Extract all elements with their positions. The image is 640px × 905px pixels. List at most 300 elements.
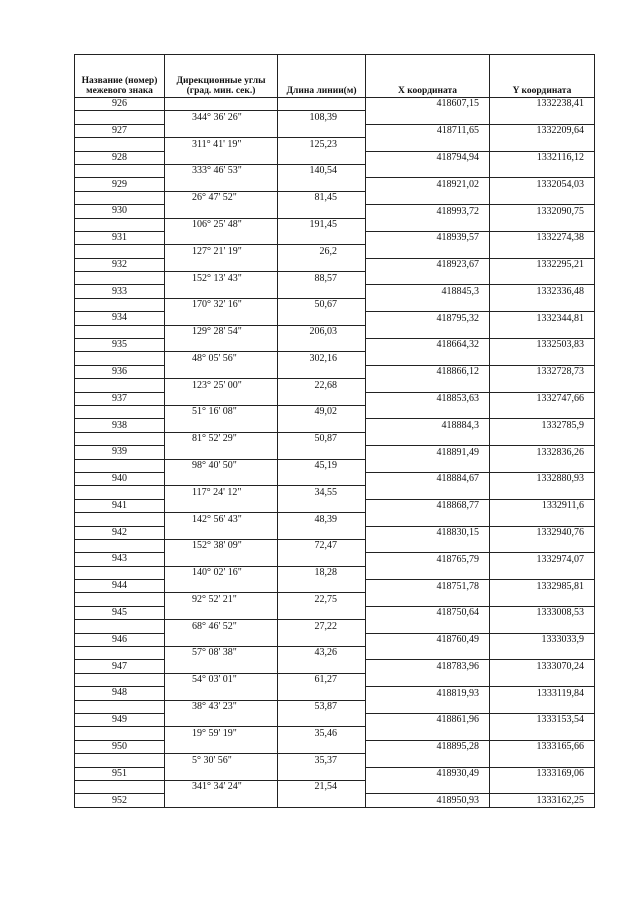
point-row [75,178,595,191]
line-length: 88,57 [278,272,366,285]
segment-row [75,727,595,740]
empty-cell [490,164,595,177]
point-row [75,553,595,566]
point-row [75,740,595,753]
empty-cell [165,365,278,378]
empty-cell [278,606,366,619]
direction-angle: 152° 13' 43" [165,272,278,285]
segment-row [75,138,595,151]
segment-row [75,379,595,392]
point-name: 929 [75,178,165,191]
y-coordinate: 1332728,73 [490,365,595,378]
x-coordinate: 418664,32 [366,339,490,352]
point-row [75,580,595,593]
empty-cell [278,580,366,593]
point-name: 950 [75,740,165,753]
empty-cell [490,539,595,552]
empty-cell [490,486,595,499]
empty-cell [278,312,366,325]
direction-angle: 38° 43' 23" [165,700,278,713]
line-length: 43,26 [278,647,366,660]
empty-cell [366,379,490,392]
y-coordinate: 1333070,24 [490,660,595,673]
point-name: 928 [75,151,165,164]
empty-cell [75,727,165,740]
segment-row [75,593,595,606]
point-name: 947 [75,660,165,673]
x-coordinate: 418783,96 [366,660,490,673]
x-coordinate: 418711,65 [366,124,490,137]
empty-cell [165,178,278,191]
segment-row [75,432,595,445]
direction-angle: 51° 16' 08" [165,405,278,418]
point-name: 934 [75,312,165,325]
line-length: 191,45 [278,218,366,231]
segment-row [75,539,595,552]
empty-cell [490,620,595,633]
empty-cell [366,459,490,472]
point-name: 931 [75,231,165,244]
line-length: 18,28 [278,566,366,579]
empty-cell [165,606,278,619]
empty-cell [75,459,165,472]
empty-cell [278,740,366,753]
segment-row [75,325,595,338]
empty-cell [75,513,165,526]
y-coordinate: 1333165,66 [490,740,595,753]
point-name: 933 [75,285,165,298]
segment-row [75,620,595,633]
y-coordinate: 1332274,38 [490,231,595,244]
empty-cell [165,526,278,539]
empty-cell [278,713,366,726]
line-length: 81,45 [278,191,366,204]
x-coordinate: 418891,49 [366,446,490,459]
y-coordinate: 1333162,25 [490,794,595,807]
empty-cell [75,164,165,177]
line-length: 302,16 [278,352,366,365]
empty-cell [278,499,366,512]
empty-cell [165,258,278,271]
x-coordinate: 418861,96 [366,713,490,726]
empty-cell [278,151,366,164]
x-coordinate: 418950,93 [366,794,490,807]
point-row [75,660,595,673]
segment-row [75,164,595,177]
empty-cell [75,700,165,713]
empty-cell [366,727,490,740]
x-coordinate: 418830,15 [366,526,490,539]
direction-angle: 81° 52' 29" [165,432,278,445]
x-coordinate: 418845,3 [366,285,490,298]
segment-row [75,298,595,311]
empty-cell [490,325,595,338]
empty-cell [75,138,165,151]
x-coordinate: 418607,15 [366,98,490,111]
segment-row [75,111,595,124]
empty-cell [278,98,366,111]
empty-cell [366,673,490,686]
empty-cell [165,205,278,218]
segment-row [75,459,595,472]
line-length: 206,03 [278,325,366,338]
point-row [75,446,595,459]
line-length: 49,02 [278,405,366,418]
point-name: 935 [75,339,165,352]
header-y-coordinate: Y координата [490,55,595,98]
direction-angle: 123° 25' 00" [165,379,278,392]
x-coordinate: 418819,93 [366,687,490,700]
point-name: 943 [75,553,165,566]
point-row [75,365,595,378]
point-row [75,339,595,352]
empty-cell [490,459,595,472]
x-coordinate: 418993,72 [366,205,490,218]
y-coordinate: 1332238,41 [490,98,595,111]
empty-cell [165,392,278,405]
empty-cell [278,767,366,780]
direction-angle: 341° 34' 24" [165,780,278,793]
y-coordinate: 1332503,83 [490,339,595,352]
direction-angle: 129° 28' 54" [165,325,278,338]
empty-cell [278,365,366,378]
x-coordinate: 418923,67 [366,258,490,271]
direction-angle: 57° 08' 38" [165,647,278,660]
empty-cell [75,245,165,258]
empty-cell [490,111,595,124]
empty-cell [75,272,165,285]
line-length: 35,46 [278,727,366,740]
direction-angle: 26° 47' 52" [165,191,278,204]
point-name: 941 [75,499,165,512]
x-coordinate: 418750,64 [366,606,490,619]
point-row [75,205,595,218]
empty-cell [490,566,595,579]
empty-cell [490,513,595,526]
empty-cell [490,138,595,151]
boundary-coordinates-table [74,54,595,808]
point-name: 938 [75,419,165,432]
empty-cell [165,499,278,512]
empty-cell [490,352,595,365]
empty-cell [366,620,490,633]
empty-cell [490,432,595,445]
point-row [75,312,595,325]
direction-angle: 152° 38' 09" [165,539,278,552]
segment-row [75,191,595,204]
empty-cell [165,794,278,807]
x-coordinate: 418921,02 [366,178,490,191]
point-name: 939 [75,446,165,459]
empty-cell [278,258,366,271]
segment-row [75,352,595,365]
y-coordinate: 1332116,12 [490,151,595,164]
direction-angle: 54° 03' 01" [165,673,278,686]
empty-cell [75,647,165,660]
point-row [75,258,595,271]
direction-angle: 142° 56' 43" [165,513,278,526]
direction-angle: 92° 52' 21" [165,593,278,606]
header-x-coordinate: X координата [366,55,490,98]
empty-cell [490,647,595,660]
segment-row [75,405,595,418]
empty-cell [75,620,165,633]
segment-row [75,272,595,285]
y-coordinate: 1332880,93 [490,472,595,485]
point-name: 952 [75,794,165,807]
empty-cell [278,392,366,405]
line-length: 61,27 [278,673,366,686]
point-name: 927 [75,124,165,137]
point-row [75,606,595,619]
y-coordinate: 1332911,6 [490,499,595,512]
line-length: 50,67 [278,298,366,311]
y-coordinate: 1332747,66 [490,392,595,405]
segment-row [75,245,595,258]
empty-cell [165,580,278,593]
point-name: 932 [75,258,165,271]
direction-angle: 117° 24' 12" [165,486,278,499]
empty-cell [165,285,278,298]
direction-angle: 106° 25' 48" [165,218,278,231]
header-row [75,55,595,98]
empty-cell [165,740,278,753]
segment-row [75,700,595,713]
empty-cell [165,713,278,726]
empty-cell [366,352,490,365]
empty-cell [366,111,490,124]
point-name: 945 [75,606,165,619]
empty-cell [278,633,366,646]
empty-cell [366,405,490,418]
empty-cell [490,218,595,231]
line-length: 21,54 [278,780,366,793]
point-row [75,472,595,485]
x-coordinate: 418884,3 [366,419,490,432]
empty-cell [490,379,595,392]
y-coordinate: 1332336,48 [490,285,595,298]
empty-cell [490,191,595,204]
point-row [75,392,595,405]
y-coordinate: 1332295,21 [490,258,595,271]
direction-angle: 5° 30' 56" [165,754,278,767]
table-header [75,55,595,98]
empty-cell [490,593,595,606]
empty-cell [165,767,278,780]
direction-angle: 98° 40' 50" [165,459,278,472]
empty-cell [165,446,278,459]
line-length: 34,55 [278,486,366,499]
segment-row [75,754,595,767]
empty-cell [165,124,278,137]
empty-cell [278,419,366,432]
segment-row [75,218,595,231]
point-name: 946 [75,633,165,646]
direction-angle: 68° 46' 52" [165,620,278,633]
direction-angle: 140° 02' 16" [165,566,278,579]
empty-cell [165,472,278,485]
empty-cell [490,405,595,418]
empty-cell [366,245,490,258]
x-coordinate: 418794,94 [366,151,490,164]
line-length: 72,47 [278,539,366,552]
x-coordinate: 418884,67 [366,472,490,485]
x-coordinate: 418868,77 [366,499,490,512]
segment-row [75,647,595,660]
document-page [74,54,594,808]
empty-cell [75,539,165,552]
empty-cell [75,432,165,445]
empty-cell [490,700,595,713]
x-coordinate: 418765,79 [366,553,490,566]
empty-cell [366,272,490,285]
segment-row [75,566,595,579]
line-length: 48,39 [278,513,366,526]
y-coordinate: 1332974,07 [490,553,595,566]
point-row [75,151,595,164]
segment-row [75,513,595,526]
direction-angle: 311° 41' 19" [165,138,278,151]
empty-cell [75,673,165,686]
empty-cell [278,178,366,191]
point-row [75,499,595,512]
point-name: 926 [75,98,165,111]
segment-row [75,780,595,793]
empty-cell [75,754,165,767]
point-name: 949 [75,713,165,726]
point-name: 942 [75,526,165,539]
empty-cell [165,660,278,673]
point-row [75,633,595,646]
x-coordinate: 418853,63 [366,392,490,405]
empty-cell [75,191,165,204]
empty-cell [490,298,595,311]
empty-cell [278,124,366,137]
point-row [75,231,595,244]
empty-cell [490,272,595,285]
empty-cell [366,432,490,445]
y-coordinate: 1332940,76 [490,526,595,539]
empty-cell [75,780,165,793]
empty-cell [75,352,165,365]
point-name: 936 [75,365,165,378]
point-row [75,687,595,700]
empty-cell [278,446,366,459]
empty-cell [366,298,490,311]
empty-cell [278,205,366,218]
empty-cell [278,526,366,539]
empty-cell [366,325,490,338]
empty-cell [75,111,165,124]
point-name: 930 [75,205,165,218]
empty-cell [278,553,366,566]
empty-cell [366,539,490,552]
empty-cell [366,191,490,204]
empty-cell [165,231,278,244]
x-coordinate: 418939,57 [366,231,490,244]
empty-cell [490,754,595,767]
point-row [75,419,595,432]
empty-cell [278,285,366,298]
y-coordinate: 1333119,84 [490,687,595,700]
point-row [75,285,595,298]
empty-cell [278,660,366,673]
x-coordinate: 418795,32 [366,312,490,325]
segment-row [75,486,595,499]
x-coordinate: 418895,28 [366,740,490,753]
empty-cell [278,794,366,807]
empty-cell [75,566,165,579]
point-name: 940 [75,472,165,485]
y-coordinate: 1332054,03 [490,178,595,191]
empty-cell [165,687,278,700]
empty-cell [75,325,165,338]
segment-row [75,673,595,686]
empty-cell [165,419,278,432]
direction-angle: 19° 59' 19" [165,727,278,740]
line-length: 26,2 [278,245,366,258]
empty-cell [75,593,165,606]
line-length: 53,87 [278,700,366,713]
direction-angle: 48° 05' 56" [165,352,278,365]
empty-cell [165,633,278,646]
y-coordinate: 1333169,06 [490,767,595,780]
x-coordinate: 418866,12 [366,365,490,378]
direction-angle: 333° 46' 53" [165,164,278,177]
header-direction-angle: Дирекционные углы (град. мин. сек.) [165,55,278,98]
point-row [75,767,595,780]
line-length: 27,22 [278,620,366,633]
point-row [75,713,595,726]
header-line-length: Длина линии(м) [278,55,366,98]
direction-angle: 170° 32' 16" [165,298,278,311]
line-length: 125,23 [278,138,366,151]
empty-cell [165,339,278,352]
empty-cell [366,754,490,767]
empty-cell [366,513,490,526]
y-coordinate: 1333153,54 [490,713,595,726]
empty-cell [278,231,366,244]
empty-cell [278,472,366,485]
empty-cell [366,566,490,579]
empty-cell [366,486,490,499]
table-body [75,98,595,808]
empty-cell [165,98,278,111]
point-row [75,526,595,539]
empty-cell [366,218,490,231]
y-coordinate: 1332344,81 [490,312,595,325]
x-coordinate: 418930,49 [366,767,490,780]
y-coordinate: 1332090,75 [490,205,595,218]
empty-cell [75,405,165,418]
empty-cell [366,164,490,177]
line-length: 45,19 [278,459,366,472]
direction-angle: 344° 36' 26" [165,111,278,124]
x-coordinate: 418751,78 [366,580,490,593]
y-coordinate: 1332985,81 [490,580,595,593]
empty-cell [165,553,278,566]
line-length: 35,37 [278,754,366,767]
point-name: 937 [75,392,165,405]
point-row [75,124,595,137]
line-length: 22,68 [278,379,366,392]
empty-cell [165,151,278,164]
empty-cell [366,593,490,606]
empty-cell [490,780,595,793]
line-length: 50,87 [278,432,366,445]
empty-cell [366,780,490,793]
point-row [75,794,595,807]
